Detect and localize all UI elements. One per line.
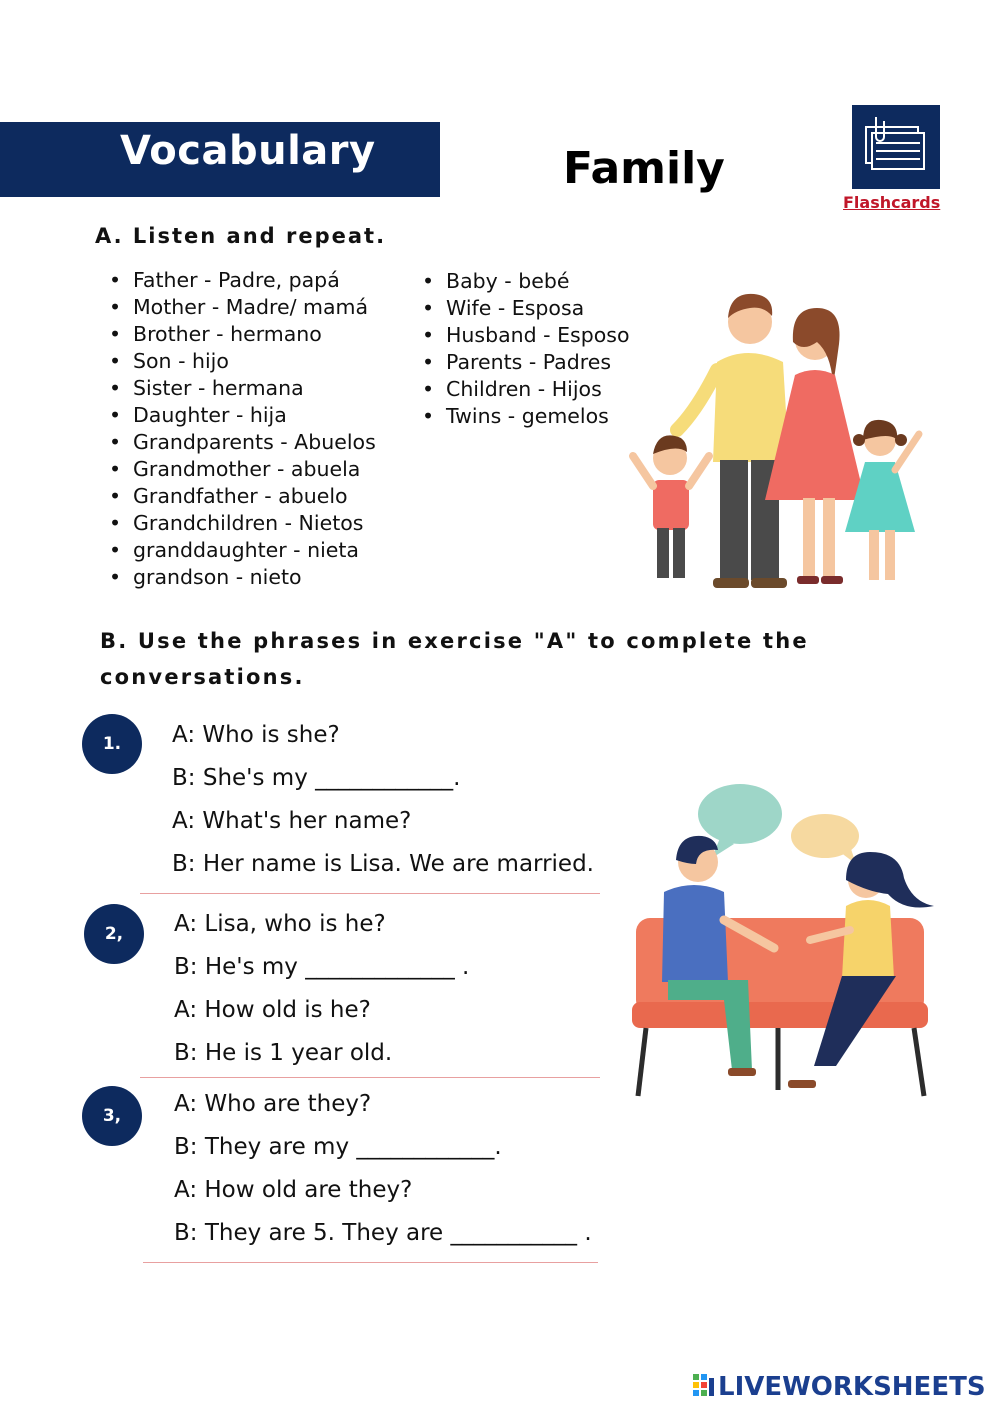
banner-title: Vocabulary <box>120 128 376 174</box>
list-item: • Children - Hijos <box>420 376 630 403</box>
dialogue-line-blank[interactable]: B: They are 5. They are ___________ . <box>174 1220 592 1246</box>
list-item: • Sister - hermana <box>107 375 376 402</box>
list-item: • Daughter - hija <box>107 402 376 429</box>
list-item: • Wife - Esposa <box>420 295 630 322</box>
dialogue-line: A: How old are they? <box>174 1177 413 1203</box>
conversation-1 <box>172 714 594 886</box>
list-item: • Grandparents - Abuelos <box>107 429 376 456</box>
dialogue-line-blank[interactable]: B: She's my ____________. <box>172 765 461 791</box>
conversation-number: 2, <box>104 924 124 944</box>
dialogue-line-blank[interactable]: B: He's my _____________ . <box>174 954 470 980</box>
conversation-2 <box>174 903 469 1075</box>
list-item: • Brother - hermano <box>107 321 376 348</box>
divider <box>140 893 600 894</box>
dialogue-line: B: Her name is Lisa. We are married. <box>172 851 594 877</box>
dialogue-line: A: What's her name? <box>172 808 412 834</box>
list-item: • Grandchildren - Nietos <box>107 510 376 537</box>
conversation-number-badge <box>82 1086 142 1146</box>
flashcards-icon[interactable] <box>852 105 940 189</box>
divider <box>143 1262 598 1263</box>
list-item: • Grandmother - abuela <box>107 456 376 483</box>
dialogue-line: A: Who is she? <box>172 722 340 748</box>
dialogue-line-blank[interactable]: B: They are my ____________. <box>174 1134 502 1160</box>
list-item: • Twins - gemelos <box>420 403 630 430</box>
family-illustration <box>625 290 935 600</box>
liveworksheets-logo[interactable] <box>693 1372 986 1402</box>
list-item: • Grandfather - abuelo <box>107 483 376 510</box>
topic-title: Family <box>563 143 725 194</box>
section-b-heading: B. Use the phrases in exercise "A" to complete the conversations. <box>100 629 809 689</box>
list-item: • Father - Padre, papá <box>107 267 376 294</box>
list-item: • grandson - nieto <box>107 564 376 591</box>
section-a-heading: A. Listen and repeat. <box>95 224 387 248</box>
couple-talking-illustration <box>628 780 943 1100</box>
dialogue-line: A: How old is he? <box>174 997 371 1023</box>
conversation-3 <box>174 1083 592 1255</box>
conversation-number: 1. <box>102 734 122 754</box>
dialogue-line: A: Lisa, who is he? <box>174 911 386 937</box>
brand-name: LIVEWORKSHEETS <box>718 1372 986 1402</box>
conversation-number-badge <box>82 714 142 774</box>
vocab-list-right <box>420 268 630 430</box>
dialogue-line: B: He is 1 year old. <box>174 1040 393 1066</box>
list-item: • Baby - bebé <box>420 268 630 295</box>
flashcards-link[interactable]: Flashcards <box>843 193 941 212</box>
liveworksheets-logo-icon <box>693 1374 715 1400</box>
dialogue-line: A: Who are they? <box>174 1091 372 1117</box>
list-item: • Son - hijo <box>107 348 376 375</box>
list-item: • Mother - Madre/ mamá <box>107 294 376 321</box>
conversation-number-badge <box>84 904 144 964</box>
divider <box>140 1077 600 1078</box>
list-item: • Husband - Esposo <box>420 322 630 349</box>
conversation-number: 3, <box>102 1106 122 1126</box>
list-item: • Parents - Padres <box>420 349 630 376</box>
list-item: • granddaughter - nieta <box>107 537 376 564</box>
vocab-list-left <box>107 267 376 591</box>
